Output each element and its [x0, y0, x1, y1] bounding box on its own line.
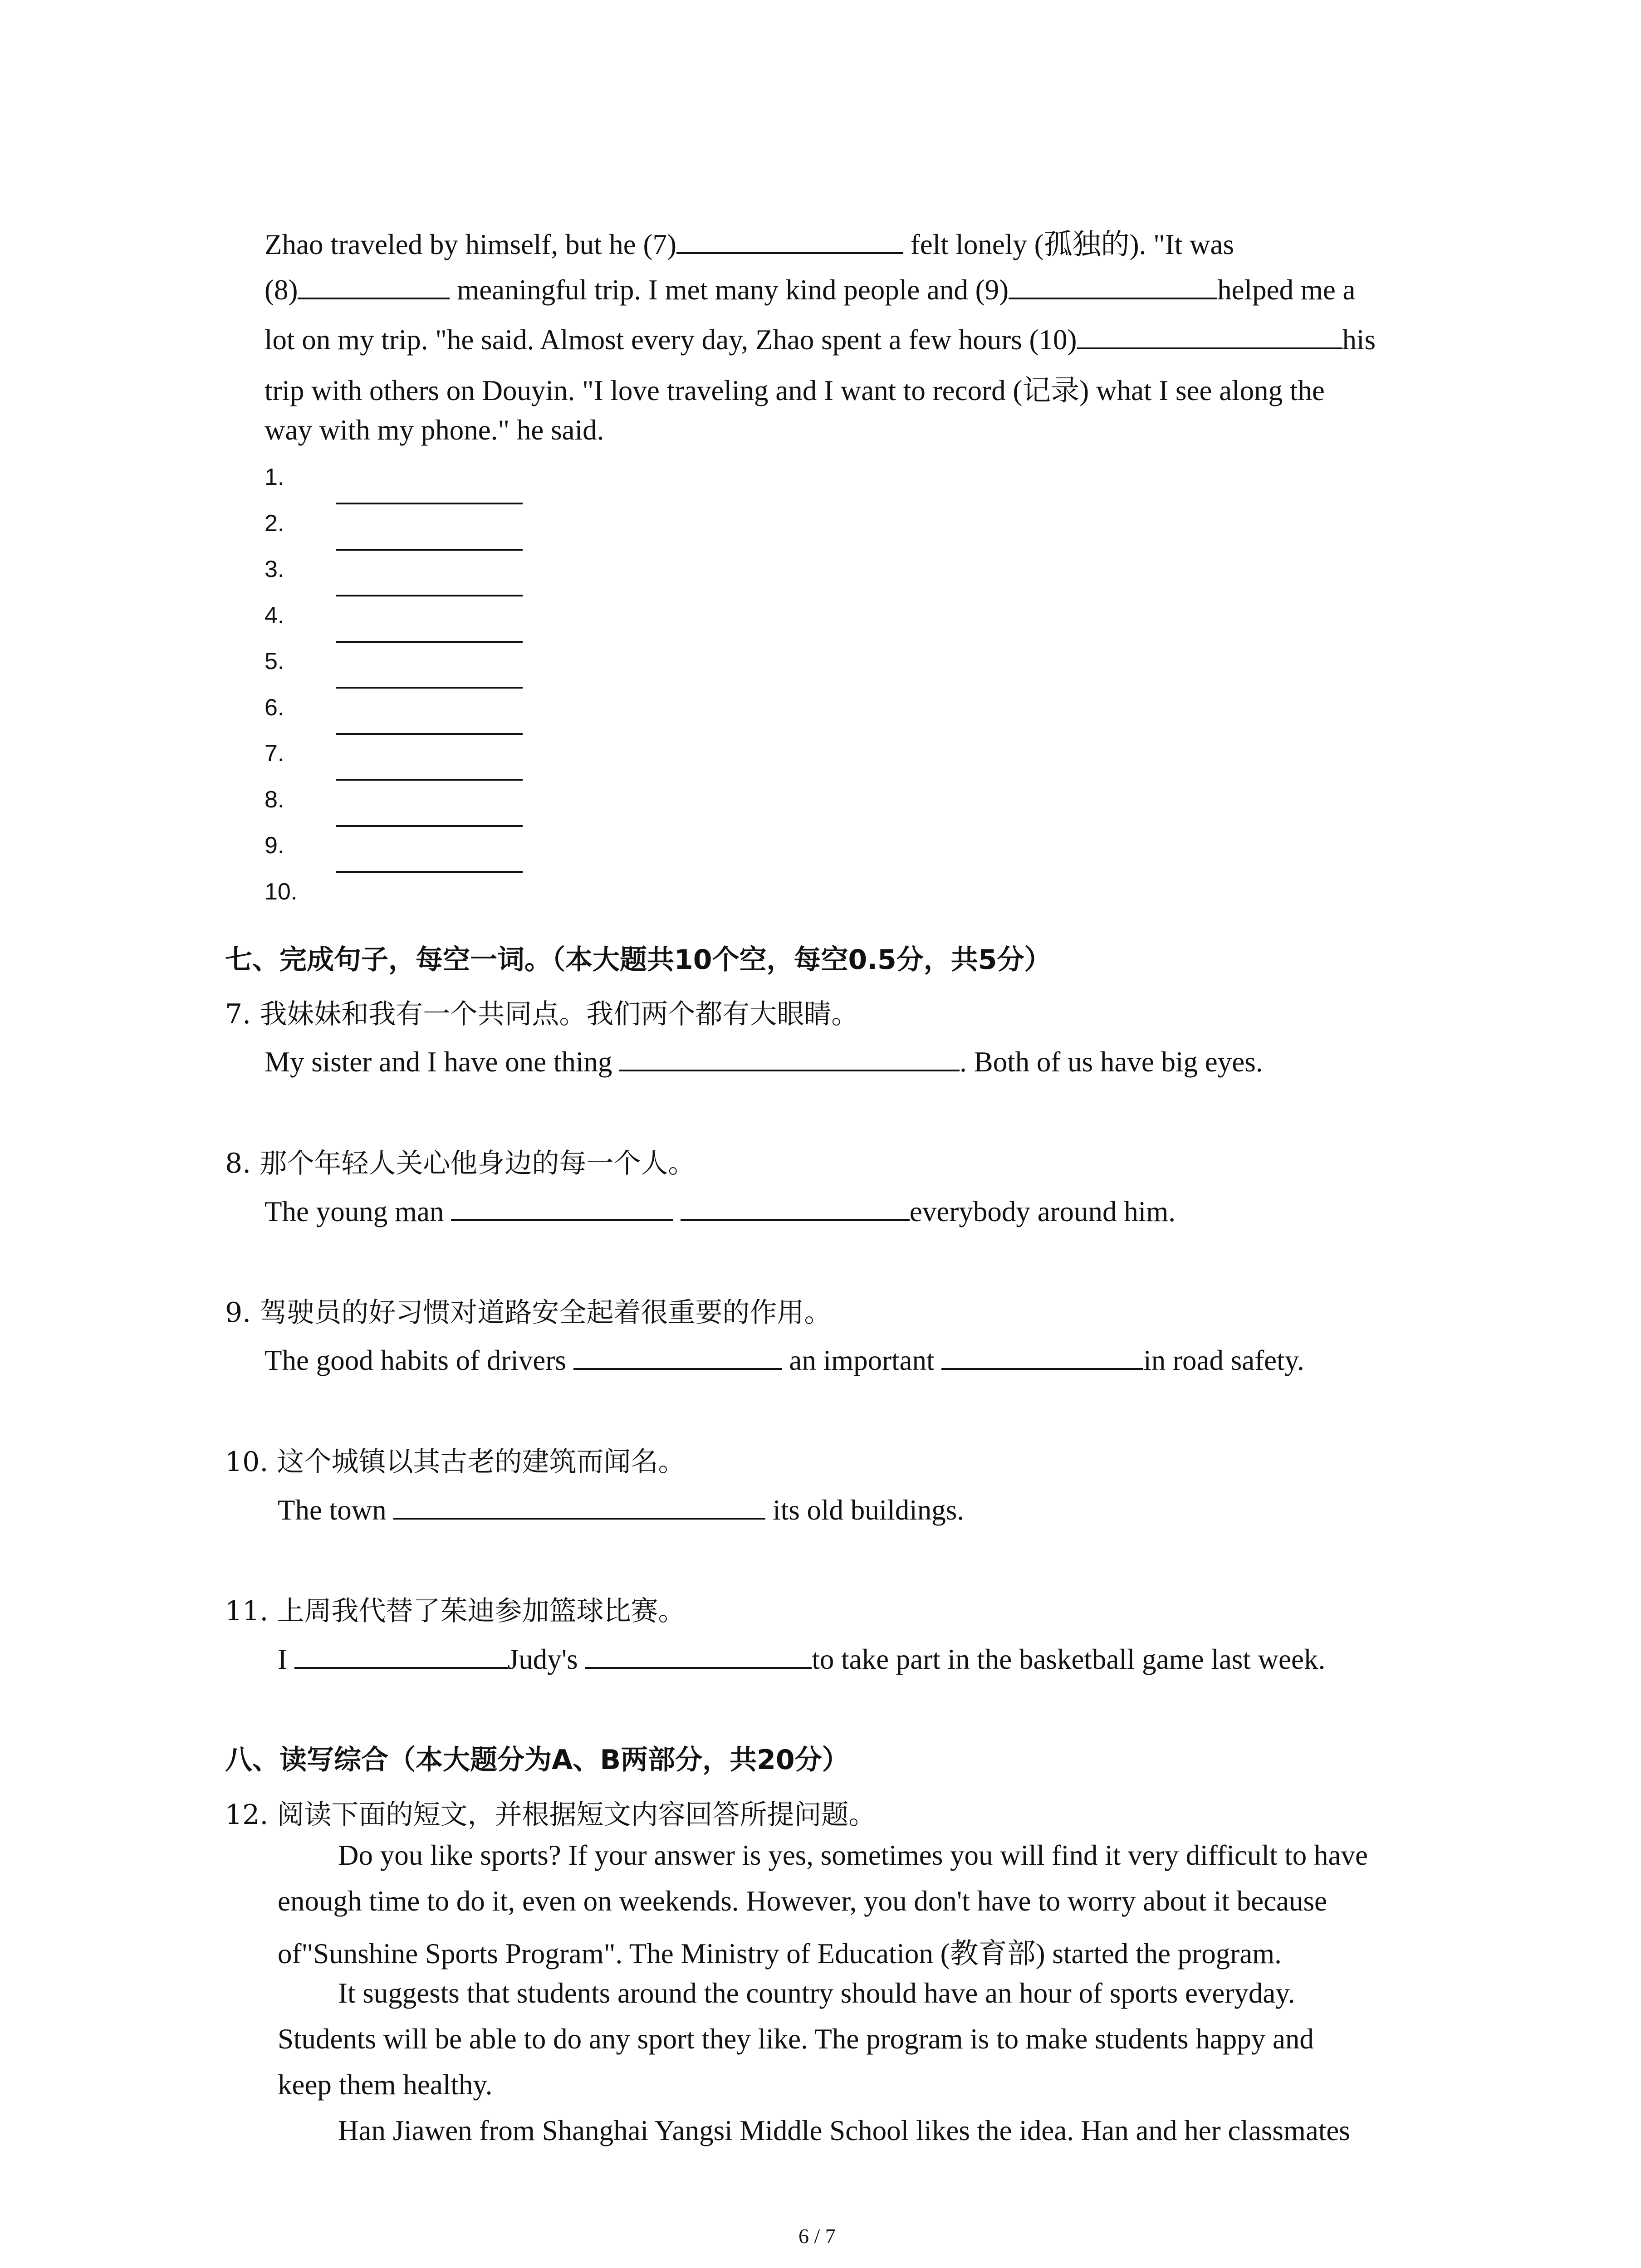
- answer-line-1[interactable]: [336, 503, 523, 504]
- q9-blank-1[interactable]: [573, 1342, 782, 1370]
- q11-blank-1[interactable]: [294, 1641, 508, 1669]
- answer-blank-10[interactable]: [1077, 321, 1342, 349]
- answer-num-10: 10.: [265, 879, 298, 905]
- answer-num-1: 1.: [265, 464, 284, 490]
- passage-line-4: trip with others on Douyin. "I love traveling and I want to record (记录) what I see along the: [265, 375, 1325, 406]
- q8-blank-1[interactable]: [451, 1193, 673, 1221]
- answer-num-7: 7.: [265, 740, 284, 767]
- answer-line-2[interactable]: [336, 549, 523, 551]
- section-8-heading: 八、读写综合（本大题分为A、B两部分，共20分）: [225, 1744, 849, 1776]
- answer-line-7[interactable]: [336, 779, 523, 781]
- answer-num-4: 4.: [265, 602, 284, 629]
- reading-line-7: Han Jiawen from Shanghai Yangsi Middle School likes the idea. Han and her classmates: [338, 2115, 1350, 2146]
- question-7-sentence: My sister and I have one thing . Both of us have big eyes.: [265, 1043, 1263, 1079]
- passage-line-3: lot on my trip. "he said. Almost every day, Zhao spent a few hours (10) his: [265, 321, 1376, 357]
- question-8-sentence: The young man everybody around him.: [265, 1193, 1176, 1228]
- question-9-sentence: The good habits of drivers an important in road safety.: [265, 1342, 1304, 1377]
- answer-line-3[interactable]: [336, 595, 523, 596]
- page-number: 6 / 7: [798, 2224, 836, 2248]
- reading-line-2: enough time to do it, even on weekends. However, you don't have to worry about it because: [278, 1885, 1327, 1917]
- question-8-prompt: 8. 那个年轻人关心他身边的每一个人。: [225, 1148, 696, 1179]
- q9-blank-2[interactable]: [941, 1342, 1143, 1370]
- reading-line-1: Do you like sports? If your answer is yes, sometimes you will find it very difficult to have: [338, 1839, 1368, 1871]
- q11-blank-2[interactable]: [585, 1641, 812, 1669]
- passage-line-1: Zhao traveled by himself, but he (7) felt lonely (孤独的). "It was: [265, 221, 1234, 263]
- q8-blank-2[interactable]: [681, 1193, 910, 1221]
- question-11-prompt: 11. 上周我代替了茱迪参加篮球比赛。: [225, 1595, 686, 1627]
- passage-line-5: way with my phone." he said.: [265, 414, 604, 446]
- question-10-sentence: The town its old buildings.: [278, 1491, 964, 1527]
- answer-blank-7[interactable]: [676, 226, 903, 254]
- section-7-heading: 七、完成句子，每空一词。（本大题共10个空，每空0.5分，共5分）: [225, 944, 1052, 976]
- answer-line-9[interactable]: [336, 871, 523, 873]
- answer-num-3: 3.: [265, 556, 284, 582]
- answer-num-5: 5.: [265, 648, 284, 675]
- answer-num-9: 9.: [265, 832, 284, 859]
- answer-line-8[interactable]: [336, 825, 523, 827]
- reading-line-3: of"Sunshine Sports Program". The Ministry of Education (教育部) started the program.: [278, 1938, 1282, 1970]
- answer-num-2: 2.: [265, 510, 284, 537]
- reading-line-4: It suggests that students around the country should have an hour of sports everyday.: [338, 1977, 1295, 2009]
- answer-num-6: 6.: [265, 694, 284, 721]
- answer-line-6[interactable]: [336, 733, 523, 735]
- answer-blank-9[interactable]: [1009, 271, 1217, 299]
- q7-blank[interactable]: [619, 1043, 960, 1071]
- q10-blank[interactable]: [393, 1491, 765, 1520]
- answer-num-8: 8.: [265, 787, 284, 813]
- passage-line-2: (8) meaningful trip. I met many kind people and (9) helped me a: [265, 271, 1356, 307]
- answer-line-5[interactable]: [336, 687, 523, 689]
- question-9-prompt: 9. 驾驶员的好习惯对道路安全起着很重要的作用。: [225, 1297, 832, 1329]
- question-11-sentence: I Judy's to take part in the basketball game last week.: [278, 1641, 1325, 1676]
- question-12-prompt: 12. 阅读下面的短文，并根据短文内容回答所提问题。: [225, 1799, 876, 1831]
- reading-line-6: keep them healthy.: [278, 2069, 493, 2101]
- answer-line-4[interactable]: [336, 641, 523, 643]
- reading-line-5: Students will be able to do any sport they like. The program is to make students happy and: [278, 2023, 1314, 2055]
- question-10-prompt: 10. 这个城镇以其古老的建筑而闻名。: [225, 1446, 686, 1478]
- question-7-prompt: 7. 我妹妹和我有一个共同点。我们两个都有大眼睛。: [225, 998, 859, 1030]
- answer-blank-8[interactable]: [298, 271, 450, 299]
